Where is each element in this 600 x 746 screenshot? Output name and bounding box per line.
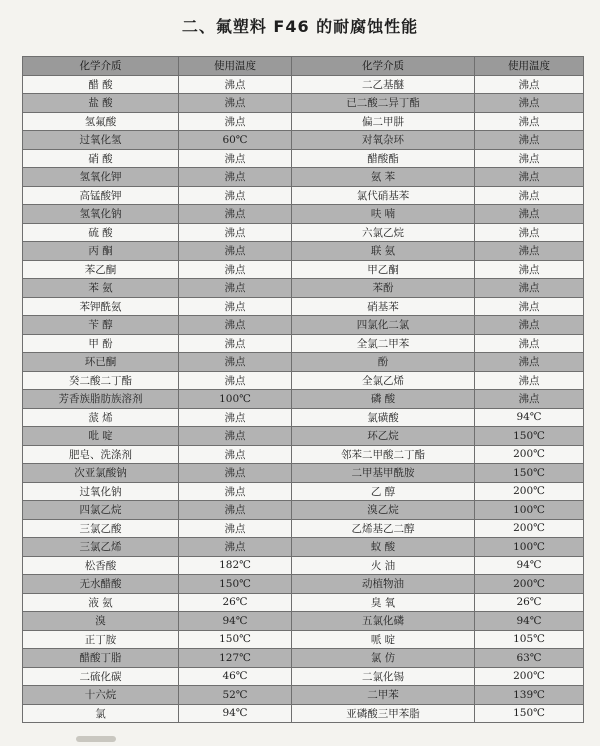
cell-chemical-medium: 苯酚 (292, 279, 475, 298)
cell-chemical-medium: 乙 醇 (292, 482, 475, 501)
header-use-temperature: 使用温度 (179, 57, 292, 76)
cell-chemical-medium: 二甲基甲酰胺 (292, 464, 475, 483)
table-row (23, 297, 584, 316)
cell-use-temperature: 沸点 (475, 131, 584, 150)
cell-chemical-medium: 氢氧化钠 (23, 205, 179, 224)
cell-chemical-medium: 过氧化钠 (23, 482, 179, 501)
table-row (23, 279, 584, 298)
cell-use-temperature: 沸点 (475, 279, 584, 298)
scan-smudge (76, 736, 116, 742)
table-row (23, 390, 584, 409)
cell-use-temperature: 200℃ (475, 445, 584, 464)
cell-use-temperature: 沸点 (179, 427, 292, 446)
cell-chemical-medium: 十六烷 (23, 686, 179, 705)
table-row (23, 186, 584, 205)
table-row (23, 649, 584, 668)
cell-use-temperature: 沸点 (179, 371, 292, 390)
table-row (23, 353, 584, 372)
corrosion-resistance-table (22, 56, 584, 723)
cell-chemical-medium: 苯乙酮 (23, 260, 179, 279)
table-row (23, 556, 584, 575)
cell-chemical-medium: 三氯乙烯 (23, 538, 179, 557)
table-row (23, 501, 584, 520)
cell-chemical-medium: 四氯乙烷 (23, 501, 179, 520)
cell-use-temperature: 沸点 (475, 390, 584, 409)
cell-chemical-medium: 二硫化碳 (23, 667, 179, 686)
table-row (23, 464, 584, 483)
cell-use-temperature: 沸点 (179, 279, 292, 298)
cell-chemical-medium: 全氯乙烯 (292, 371, 475, 390)
cell-chemical-medium: 火 油 (292, 556, 475, 575)
cell-use-temperature: 沸点 (475, 75, 584, 94)
table-row (23, 408, 584, 427)
cell-chemical-medium: 丙 酮 (23, 242, 179, 261)
cell-chemical-medium: 溴乙烷 (292, 501, 475, 520)
cell-chemical-medium: 环乙烷 (292, 427, 475, 446)
cell-chemical-medium: 环已酮 (23, 353, 179, 372)
cell-chemical-medium: 六氯乙烷 (292, 223, 475, 242)
cell-use-temperature: 沸点 (179, 223, 292, 242)
cell-chemical-medium: 二甲苯 (292, 686, 475, 705)
cell-chemical-medium: 已二酸二异丁酯 (292, 94, 475, 113)
table-row (23, 168, 584, 187)
cell-use-temperature: 沸点 (475, 334, 584, 353)
cell-use-temperature: 沸点 (179, 519, 292, 538)
cell-use-temperature: 沸点 (179, 75, 292, 94)
cell-chemical-medium: 邻苯二甲酸二丁酯 (292, 445, 475, 464)
cell-use-temperature: 沸点 (179, 168, 292, 187)
cell-use-temperature: 沸点 (475, 112, 584, 131)
cell-use-temperature: 94℃ (179, 704, 292, 723)
cell-chemical-medium: 松香酸 (23, 556, 179, 575)
table-row (23, 334, 584, 353)
cell-chemical-medium: 硝 酸 (23, 149, 179, 168)
cell-chemical-medium: 蒎 烯 (23, 408, 179, 427)
cell-chemical-medium: 氯 仿 (292, 649, 475, 668)
cell-use-temperature: 94℃ (475, 612, 584, 631)
cell-use-temperature: 139℃ (475, 686, 584, 705)
cell-use-temperature: 沸点 (475, 94, 584, 113)
cell-chemical-medium: 氢氟酸 (23, 112, 179, 131)
cell-chemical-medium: 癸二酸二丁酯 (23, 371, 179, 390)
cell-use-temperature: 沸点 (179, 94, 292, 113)
cell-chemical-medium: 吡 啶 (23, 427, 179, 446)
cell-chemical-medium: 氯 (23, 704, 179, 723)
cell-use-temperature: 沸点 (179, 501, 292, 520)
header-use-temperature: 使用温度 (475, 57, 584, 76)
table-row (23, 131, 584, 150)
table-row (23, 316, 584, 335)
table-row (23, 593, 584, 612)
cell-chemical-medium: 次亚氯酸钠 (23, 464, 179, 483)
table-row (23, 667, 584, 686)
cell-use-temperature: 150℃ (179, 630, 292, 649)
cell-use-temperature: 94℃ (179, 612, 292, 631)
table-row (23, 427, 584, 446)
cell-chemical-medium: 盐 酸 (23, 94, 179, 113)
table-row (23, 149, 584, 168)
cell-chemical-medium: 醋酸酯 (292, 149, 475, 168)
table-row (23, 686, 584, 705)
cell-chemical-medium: 氯磺酸 (292, 408, 475, 427)
cell-use-temperature: 150℃ (475, 464, 584, 483)
cell-use-temperature: 沸点 (475, 149, 584, 168)
cell-use-temperature: 200℃ (475, 575, 584, 594)
cell-use-temperature: 沸点 (179, 445, 292, 464)
cell-use-temperature: 200℃ (475, 667, 584, 686)
cell-use-temperature: 沸点 (475, 168, 584, 187)
cell-use-temperature: 沸点 (179, 112, 292, 131)
cell-use-temperature: 46℃ (179, 667, 292, 686)
page-title: 二、氟塑料 F46 的耐腐蚀性能 (181, 17, 419, 36)
cell-use-temperature: 150℃ (475, 427, 584, 446)
table-row (23, 94, 584, 113)
cell-use-temperature: 沸点 (179, 464, 292, 483)
cell-use-temperature: 94℃ (475, 556, 584, 575)
cell-use-temperature: 沸点 (179, 149, 292, 168)
cell-use-temperature: 52℃ (179, 686, 292, 705)
header-chemical-medium: 化学介质 (292, 57, 475, 76)
cell-chemical-medium: 对氧杂环 (292, 131, 475, 150)
cell-use-temperature: 沸点 (179, 408, 292, 427)
table-row (23, 704, 584, 723)
cell-chemical-medium: 硝基苯 (292, 297, 475, 316)
cell-use-temperature: 沸点 (475, 316, 584, 335)
table-row (23, 242, 584, 261)
cell-chemical-medium: 溴 (23, 612, 179, 631)
cell-use-temperature: 沸点 (475, 260, 584, 279)
cell-chemical-medium: 无水醋酸 (23, 575, 179, 594)
cell-chemical-medium: 三氯乙酸 (23, 519, 179, 538)
cell-chemical-medium: 甲 酚 (23, 334, 179, 353)
cell-use-temperature: 沸点 (475, 353, 584, 372)
cell-use-temperature: 沸点 (475, 242, 584, 261)
cell-chemical-medium: 甲乙酮 (292, 260, 475, 279)
table-row (23, 75, 584, 94)
cell-use-temperature: 沸点 (179, 297, 292, 316)
cell-use-temperature: 26℃ (179, 593, 292, 612)
cell-chemical-medium: 过氧化氢 (23, 131, 179, 150)
cell-use-temperature: 沸点 (179, 353, 292, 372)
cell-use-temperature: 105℃ (475, 630, 584, 649)
cell-use-temperature: 沸点 (475, 223, 584, 242)
cell-use-temperature: 100℃ (475, 501, 584, 520)
cell-chemical-medium: 液 氨 (23, 593, 179, 612)
cell-chemical-medium: 磷 酸 (292, 390, 475, 409)
table-row (23, 223, 584, 242)
cell-use-temperature: 200℃ (475, 482, 584, 501)
cell-use-temperature: 沸点 (179, 186, 292, 205)
cell-use-temperature: 沸点 (179, 260, 292, 279)
cell-chemical-medium: 亚磷酸三甲苯脂 (292, 704, 475, 723)
cell-chemical-medium: 高锰酸钾 (23, 186, 179, 205)
table-row (23, 445, 584, 464)
cell-use-temperature: 127℃ (179, 649, 292, 668)
cell-use-temperature: 100℃ (475, 538, 584, 557)
cell-chemical-medium: 醋酸丁脂 (23, 649, 179, 668)
cell-chemical-medium: 氢氧化钾 (23, 168, 179, 187)
cell-chemical-medium: 偏二甲肼 (292, 112, 475, 131)
table-row (23, 112, 584, 131)
table-row (23, 612, 584, 631)
cell-use-temperature: 沸点 (475, 297, 584, 316)
cell-chemical-medium: 四氯化二氯 (292, 316, 475, 335)
cell-chemical-medium: 蚁 酸 (292, 538, 475, 557)
table-row (23, 371, 584, 390)
cell-use-temperature: 沸点 (475, 371, 584, 390)
table-row (23, 482, 584, 501)
cell-chemical-medium: 芳香族脂肪族溶剂 (23, 390, 179, 409)
cell-use-temperature: 沸点 (179, 334, 292, 353)
cell-use-temperature: 150℃ (179, 575, 292, 594)
cell-use-temperature: 沸点 (179, 482, 292, 501)
cell-use-temperature: 沸点 (179, 316, 292, 335)
cell-chemical-medium: 硫 酸 (23, 223, 179, 242)
cell-chemical-medium: 哌 啶 (292, 630, 475, 649)
cell-use-temperature: 60℃ (179, 131, 292, 150)
cell-chemical-medium: 二氯化锡 (292, 667, 475, 686)
cell-chemical-medium: 二乙基醚 (292, 75, 475, 94)
table-row (23, 519, 584, 538)
cell-chemical-medium: 五氯化磷 (292, 612, 475, 631)
table-row (23, 205, 584, 224)
header-chemical-medium: 化学介质 (23, 57, 179, 76)
cell-chemical-medium: 呋 喃 (292, 205, 475, 224)
cell-chemical-medium: 全氯二甲苯 (292, 334, 475, 353)
cell-chemical-medium: 臭 氧 (292, 593, 475, 612)
cell-chemical-medium: 氯代硝基苯 (292, 186, 475, 205)
cell-use-temperature: 63℃ (475, 649, 584, 668)
table-row (23, 630, 584, 649)
cell-use-temperature: 150℃ (475, 704, 584, 723)
cell-use-temperature: 沸点 (475, 205, 584, 224)
cell-chemical-medium: 动植物油 (292, 575, 475, 594)
cell-chemical-medium: 苄 醇 (23, 316, 179, 335)
cell-chemical-medium: 酚 (292, 353, 475, 372)
cell-use-temperature: 沸点 (179, 205, 292, 224)
cell-chemical-medium: 肥皂、洗涤剂 (23, 445, 179, 464)
table-header-row (23, 57, 584, 76)
cell-chemical-medium: 苯 氨 (23, 279, 179, 298)
cell-use-temperature: 200℃ (475, 519, 584, 538)
cell-chemical-medium: 正丁胺 (23, 630, 179, 649)
table-row (23, 538, 584, 557)
cell-use-temperature: 182℃ (179, 556, 292, 575)
cell-chemical-medium: 苯钾酰氨 (23, 297, 179, 316)
table-row (23, 260, 584, 279)
table-row (23, 575, 584, 594)
cell-use-temperature: 94℃ (475, 408, 584, 427)
cell-use-temperature: 26℃ (475, 593, 584, 612)
cell-chemical-medium: 醋 酸 (23, 75, 179, 94)
cell-use-temperature: 沸点 (475, 186, 584, 205)
cell-use-temperature: 100℃ (179, 390, 292, 409)
cell-chemical-medium: 联 氨 (292, 242, 475, 261)
cell-chemical-medium: 乙烯基乙二醇 (292, 519, 475, 538)
cell-chemical-medium: 氨 苯 (292, 168, 475, 187)
cell-use-temperature: 沸点 (179, 538, 292, 557)
cell-use-temperature: 沸点 (179, 242, 292, 261)
